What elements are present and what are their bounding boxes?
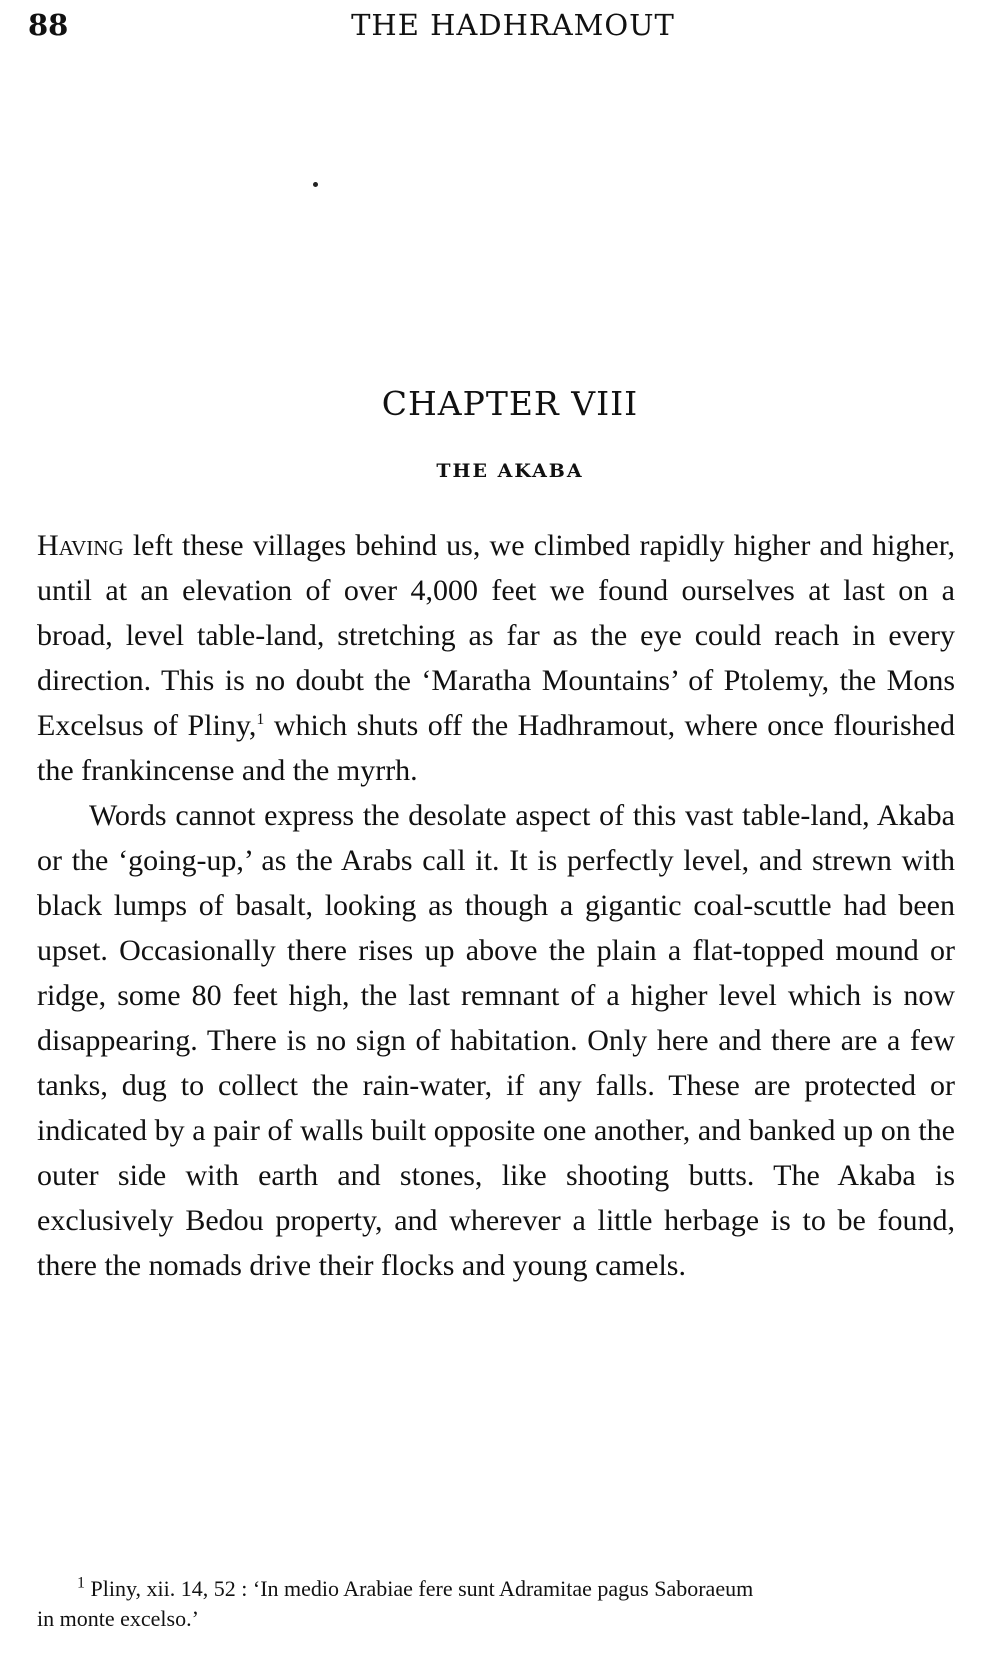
paragraph-2: Words cannot express the desolate aspect of this vast table-land, Akaba or the ‘going-up,’ as the Arabs call it. It is perfectly level, and strewn with black lumps of basalt, looking as though a gigantic coal-scuttle had been upset. Occasionally there rises up above the plain a flat-topped mound or ridge, some 80 feet high, the last remnant of a higher level which is now disappearing. There is no sign of habitation. Only here and there are a few tanks, dug to collect the rain-water, if any falls. These are protected or indicated by a pair of walls built opposite one another, and banked up on the outer side with earth and stones, like shooting butts. The Akaba is exclusively Bedou property, and wherever a little herbage is to be found, there the nomads drive their flocks and young camels. [37,799,955,1282]
body-text [37,523,955,1288]
footnote-text-2: in monte excelso.’ [37,1606,199,1631]
running-head: THE HADHRAMOUT [351,8,675,42]
footnote-line-1 [37,1574,955,1604]
chapter-subtitle: THE AKABA [436,460,584,482]
footnote-text-1: Pliny, xii. 14, 52 : ‘In medio Arabiae fere sunt Adramitae pagus Saboraeum [90,1576,754,1601]
paragraph-1-text: left these villages behind us, we climbed rapidly higher and higher, until at an elevation of over 4,000 feet we found ourselves at last on a broad, level table-land, stretching as far as the eye could reach in every direction. This is no doubt the ‘Maratha Mountains’ of Ptolemy, the Mons Excelsus of Pliny, [37,529,955,742]
footnote-reference: 1 [256,711,265,728]
running-header [28,8,968,48]
paragraph-lead-word: Having [37,529,124,562]
chapter-title: CHAPTER VIII [381,384,639,423]
ink-speck [313,182,318,187]
paragraph-1 [37,523,955,793]
footnote-marker: 1 [77,1574,85,1592]
paragraph-1-end: which shuts off the Hadhramout, where once flourished the frankincense and the myrrh. [37,709,955,787]
footnote [37,1574,955,1634]
page-number: 88 [28,8,69,42]
